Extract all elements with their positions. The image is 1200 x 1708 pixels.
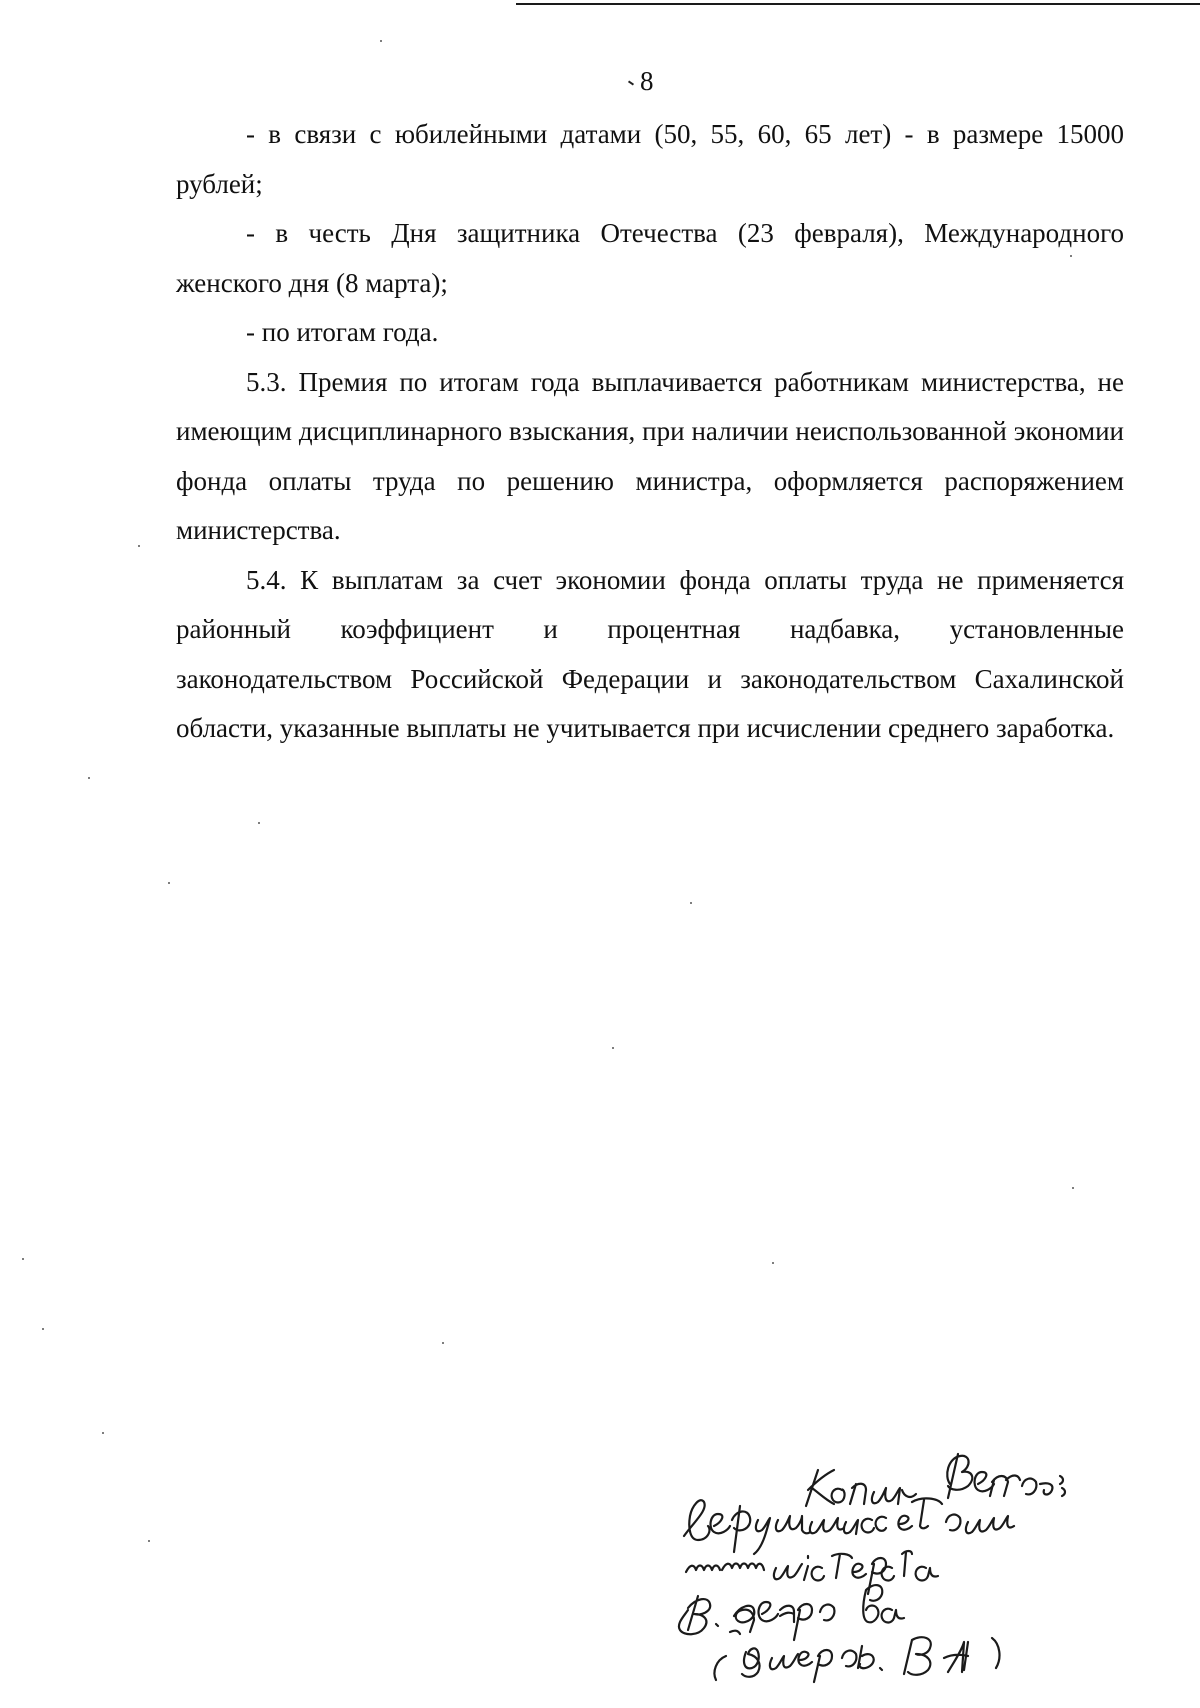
paragraph-holidays: - в честь Дня защитника Отечества (23 февраля), Международного женского дня (8 марта); (176, 218, 1124, 298)
scan-speck (148, 1540, 150, 1542)
top-rule (516, 3, 1200, 5)
scan-speck (138, 545, 140, 547)
document-body (176, 110, 1124, 754)
page-number: 8 (640, 66, 654, 96)
scan-mark (628, 80, 634, 85)
scan-speck (1072, 1187, 1074, 1189)
handwriting-signature (676, 1440, 1156, 1690)
scan-speck (258, 822, 260, 824)
scan-speck (1070, 255, 1072, 257)
scan-speck (42, 1328, 44, 1330)
scan-speck (168, 882, 170, 884)
paragraph-5-3: 5.3. Премия по итогам года выплачивается работникам министерства, не имеющим дисциплинарного взыскания, при наличии неиспользованной экономии фонда оплаты труда по решению министра, оформляется распоряжением министерства. (176, 366, 1124, 545)
paragraph-jubilee: - в связи с юбилейными датами (50, 55, 60, 65 лет) - в размере 15000 рублей; (176, 119, 1124, 199)
scan-speck (612, 1047, 614, 1049)
scan-speck (22, 1258, 24, 1260)
paragraph-5-4: 5.4. К выплатам за счет экономии фонда оплаты труда не применяется районный коэффициент и процентная надбавка, установленные законодательством Российской Федерации и законодательством Сахалинской области, указанные выплаты не учитывается при исчислении среднего заработка. (176, 564, 1124, 743)
handwritten-certification (676, 1440, 1156, 1690)
scan-speck (380, 40, 382, 42)
scan-speck (102, 1432, 104, 1434)
scan-speck (88, 777, 90, 779)
scan-speck (772, 1262, 774, 1264)
scan-speck (690, 902, 692, 904)
scan-speck (442, 1342, 444, 1344)
paragraph-year-results: - по итогам года. (246, 317, 439, 347)
